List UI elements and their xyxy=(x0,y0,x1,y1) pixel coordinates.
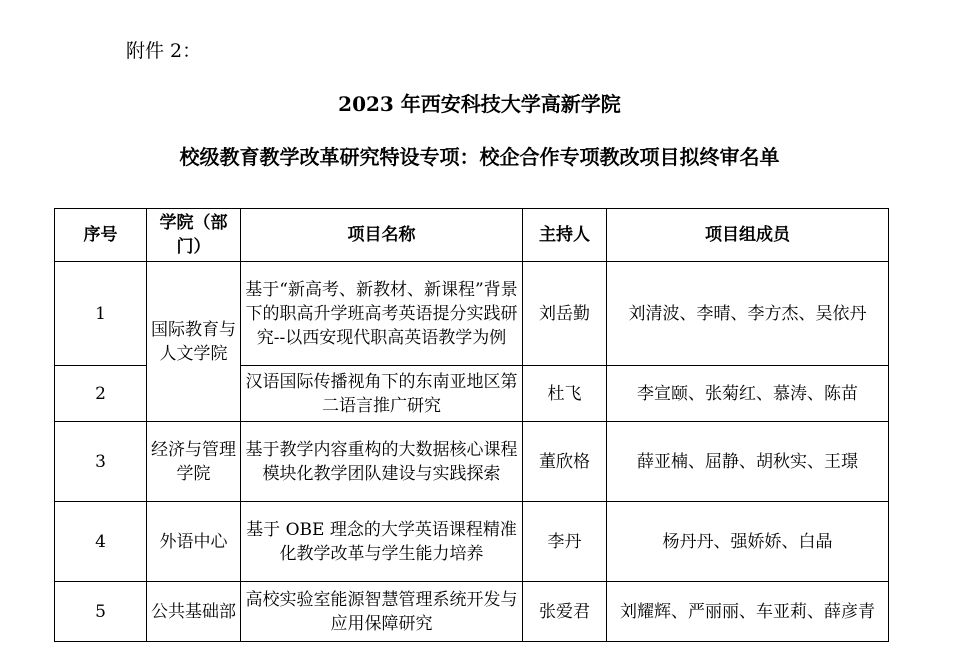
project-table xyxy=(54,208,889,642)
cell-project: 汉语国际传播视角下的东南亚地区第二语言推广研究 xyxy=(241,366,523,422)
cell-project: 基于 OBE 理念的大学英语课程精准化教学改革与学生能力培养 xyxy=(241,502,523,582)
col-header-project: 项目名称 xyxy=(241,209,523,262)
cell-college: 国际教育与人文学院 xyxy=(147,262,241,422)
table-row xyxy=(55,502,889,582)
cell-index: 2 xyxy=(55,366,147,422)
table-row xyxy=(55,262,889,366)
cell-college: 经济与管理学院 xyxy=(147,422,241,502)
attachment-label: 附件 2： xyxy=(126,40,202,62)
cell-index: 3 xyxy=(55,422,147,502)
cell-college: 外语中心 xyxy=(147,502,241,582)
cell-index: 1 xyxy=(55,262,147,366)
cell-host: 张爱君 xyxy=(523,582,607,642)
cell-college: 公共基础部 xyxy=(147,582,241,642)
cell-members: 薛亚楠、屈静、胡秋实、王璟 xyxy=(607,422,889,502)
cell-host: 董欣格 xyxy=(523,422,607,502)
cell-host: 杜飞 xyxy=(523,366,607,422)
col-header-index: 序号 xyxy=(55,209,147,262)
cell-index: 4 xyxy=(55,502,147,582)
col-header-members: 项目组成员 xyxy=(607,209,889,262)
cell-project: 高校实验室能源智慧管理系统开发与应用保障研究 xyxy=(241,582,523,642)
table-header-row xyxy=(55,209,889,262)
cell-members: 李宣颐、张菊红、慕涛、陈苗 xyxy=(607,366,889,422)
table-row xyxy=(55,422,889,502)
cell-index: 5 xyxy=(55,582,147,642)
col-header-college: 学院（部门） xyxy=(147,209,241,262)
cell-project: 基于“新高考、新教材、新课程”背景下的职高升学班高考英语提分实践研究--以西安现代职高英语教学为例 xyxy=(241,262,523,366)
cell-members: 刘清波、李晴、李方杰、吴依丹 xyxy=(607,262,889,366)
table-row xyxy=(55,582,889,642)
cell-host: 李丹 xyxy=(523,502,607,582)
document-title: 2023 年西安科技大学高新学院 xyxy=(338,92,621,116)
col-header-host: 主持人 xyxy=(523,209,607,262)
cell-members: 刘耀辉、严丽丽、车亚莉、薛彦青 xyxy=(607,582,889,642)
cell-members: 杨丹丹、强娇娇、白晶 xyxy=(607,502,889,582)
cell-project: 基于教学内容重构的大数据核心课程模块化教学团队建设与实践探索 xyxy=(241,422,523,502)
cell-host: 刘岳勤 xyxy=(523,262,607,366)
document-subtitle: 校级教育教学改革研究特设专项：校企合作专项教改项目拟终审名单 xyxy=(179,145,780,169)
